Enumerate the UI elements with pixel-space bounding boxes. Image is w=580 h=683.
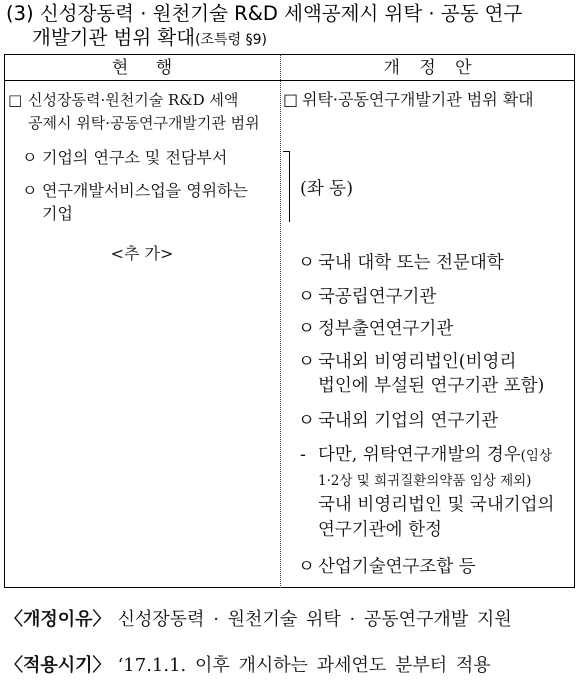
proviso-note-start: (임상 <box>520 448 553 464</box>
circle-bullet-icon: ㅇ <box>298 411 315 431</box>
circle-bullet-icon: ㅇ <box>22 148 38 167</box>
proposed-item: 국내외 기업의 연구기관 <box>318 411 499 431</box>
circle-bullet-icon: ㅇ <box>298 287 315 307</box>
column-header-current: 현 행 <box>111 58 173 78</box>
proposed-item: 정부출연연구기관 <box>318 319 454 339</box>
header-separator <box>4 80 575 81</box>
circle-bullet-icon: ㅇ <box>298 319 315 339</box>
same-as-left-note: (좌 동) <box>300 179 354 199</box>
circle-bullet-icon: ㅇ <box>298 557 315 577</box>
proposed-item: 국내 대학 또는 전문대학 <box>318 253 504 273</box>
current-item: 기업의 연구소 및 전담부서 <box>42 148 228 167</box>
added-note: <추 가> <box>110 244 174 263</box>
section-title: (3) 신성장동력 · 원천기술 R&D 세액공제시 위탁 · 공동 연구 <box>6 2 523 25</box>
square-bullet-icon: □ <box>283 90 299 109</box>
amendment-reason-text: 신성장동력 · 원천기술 위탁 · 공동연구개발 지원 <box>117 609 512 630</box>
proviso-text-end: 연구기관에 한정 <box>318 520 442 540</box>
effective-date-label: 〈적용시기〉 <box>5 655 111 676</box>
proposed-item: 국공립연구기관 <box>318 287 437 307</box>
proposed-item: 산업기술연구조합 등 <box>318 557 476 577</box>
proposed-item-continued: 법인에 부설된 연구기관 포함) <box>318 376 545 396</box>
circle-bullet-icon: ㅇ <box>298 253 315 273</box>
proviso-text-start: 다만, 위탁연구개발의 경우 <box>318 445 521 465</box>
effective-date-text: ‘17.1.1. 이후 개시하는 과세연도 분부터 적용 <box>117 655 491 676</box>
proposed-item: 국내외 비영리법인(비영리 <box>318 352 517 372</box>
current-heading-line: 신성장동력·원천기술 R&D 세액 <box>28 91 239 109</box>
amendment-reason-label: 〈개정이유〉 <box>5 609 111 630</box>
section-title-line2: 개발기관 범위 확대 <box>32 26 196 49</box>
circle-bullet-icon: ㅇ <box>298 352 315 372</box>
circle-bullet-icon: ㅇ <box>22 181 38 200</box>
proviso-note-end: 1·2상 및 희귀질환의약품 임상 제외) <box>318 473 532 489</box>
column-divider <box>280 54 281 588</box>
column-header-proposed: 개 정 안 <box>383 58 472 78</box>
section-title-continued <box>32 26 267 52</box>
amendment-reason <box>5 608 512 632</box>
square-bullet-icon: □ <box>8 91 23 109</box>
bracket-line <box>283 151 290 222</box>
effective-date <box>5 654 491 678</box>
current-item-continued: 기업 <box>42 204 73 223</box>
current-heading-line: 공제시 위탁·공동연구개발기관 범위 <box>28 114 260 132</box>
proviso-line <box>318 444 552 467</box>
statute-reference: (조특령 §9) <box>195 32 267 48</box>
dash-bullet-icon: - <box>300 445 306 465</box>
proposed-heading: 위탁·공동연구개발기관 범위 확대 <box>302 90 534 109</box>
proviso-text-end: 국내 비영리법인 및 국내기업의 <box>318 495 555 515</box>
current-item: 연구개발서비스업을 영위하는 <box>42 181 249 200</box>
